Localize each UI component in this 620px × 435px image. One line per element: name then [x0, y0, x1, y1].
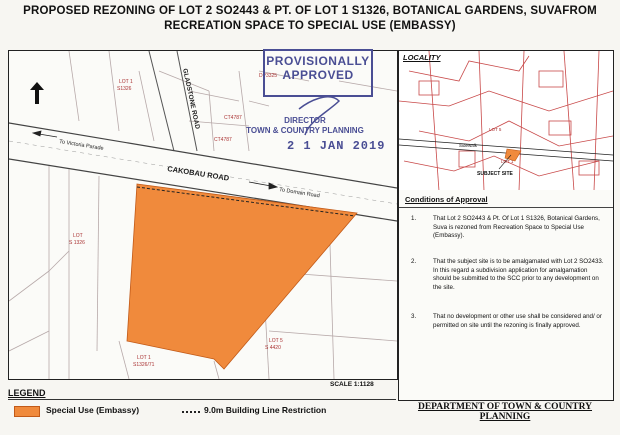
to-domain-label: To Domain Road [278, 187, 321, 200]
gladstone-road-label: GLADSTONE ROAD [181, 67, 201, 130]
stamp-line-2: APPROVED [282, 68, 354, 82]
lot-label-left: LOT [73, 233, 83, 239]
provisionally-approved-stamp [263, 49, 373, 97]
title-line-1: PROPOSED REZONING OF LOT 2 SO2443 & PT. OF LOT 1 S1326, BOTANICAL GARDENS, SUVAFROM [23, 5, 597, 17]
conditions-divider [399, 207, 613, 208]
condition-item [407, 258, 605, 292]
stamp-line-1: PROVISIONALLY [266, 54, 370, 68]
legend-heading: LEGEND [8, 388, 46, 398]
site-plan-drawing [9, 51, 397, 379]
condition-number: 2. [411, 258, 417, 265]
title-line-2: RECREATION SPACE TO SPECIAL USE (EMBASSY) [164, 20, 456, 32]
lot-label-dp3325: DP3325 [259, 73, 278, 79]
sidewalk-label: Sidewalk [459, 143, 478, 148]
condition-number: 3. [411, 313, 417, 320]
condition-item [407, 215, 605, 241]
director-office: TOWN & COUNTRY PLANNING [246, 126, 364, 135]
lot-label-lot1-top: LOT 1 [119, 79, 133, 85]
lot-label-ct-a: CT4787 [224, 115, 242, 121]
lot-label-right: LOT 5 [269, 338, 283, 344]
north-arrow-icon [30, 82, 44, 104]
lot-label-ct-b: CT4787 [214, 137, 232, 143]
condition-number: 1. [411, 215, 417, 222]
director-title: DIRECTOR [284, 116, 326, 125]
legend-special-use: Special Use (Embassy) [46, 405, 140, 415]
locality-map [398, 50, 614, 192]
lot-label-bottom: LOT 1 [137, 355, 151, 361]
condition-text: That the subject site is to be amalgamated with Lot 2 SO2433. In this regard a subdivision application for amalgamation should be submitted to the SCC prior to any development on the site. [433, 258, 604, 291]
lot-label-s1326-top: S1326 [117, 86, 132, 92]
building-line-symbol [182, 411, 200, 413]
lot-label-right-sub: S 4420 [265, 345, 281, 351]
legend-building-line: 9.0m Building Line Restriction [204, 405, 327, 415]
scale-label: SCALE 1:1128 [330, 381, 374, 388]
department-name: DEPARTMENT OF TOWN & COUNTRY PLANNING [417, 402, 593, 422]
condition-item [407, 313, 605, 330]
conditions-title: Conditions of Approval [405, 195, 488, 204]
special-use-swatch [14, 406, 40, 417]
condition-text: That Lot 2 SO2443 & Pt. Of Lot 1 S1326, Botanical Gardens, Suva is rezoned from Recreation Space to Special Use (Embassy). [433, 215, 600, 240]
lot-label-bottom-sub: S1326/71 [133, 362, 155, 368]
to-victoria-label: To Victoria Parade [58, 139, 104, 152]
cakobau-road-label: CAKOBAU ROAD [166, 164, 230, 183]
condition-text: That no development or other use shall be considered and/ or permitted on site until the rezoning is finally approved. [433, 313, 602, 329]
legend-divider [8, 399, 396, 400]
approval-date: 2 1 JAN 2019 [287, 139, 386, 153]
locality-lot-b: LOT 1 [501, 159, 514, 164]
site-plan-map [8, 50, 398, 380]
conditions-panel [398, 190, 614, 401]
locality-drawing [399, 51, 613, 191]
map-title [8, 4, 612, 34]
director-stamp [230, 116, 380, 136]
lot-label-left-sub: S 1326 [69, 240, 85, 246]
locality-lot-a: LOT 5 [489, 127, 502, 132]
subject-site-label: SUBJECT SITE [477, 171, 513, 177]
locality-label: LOCALITY [403, 53, 441, 62]
